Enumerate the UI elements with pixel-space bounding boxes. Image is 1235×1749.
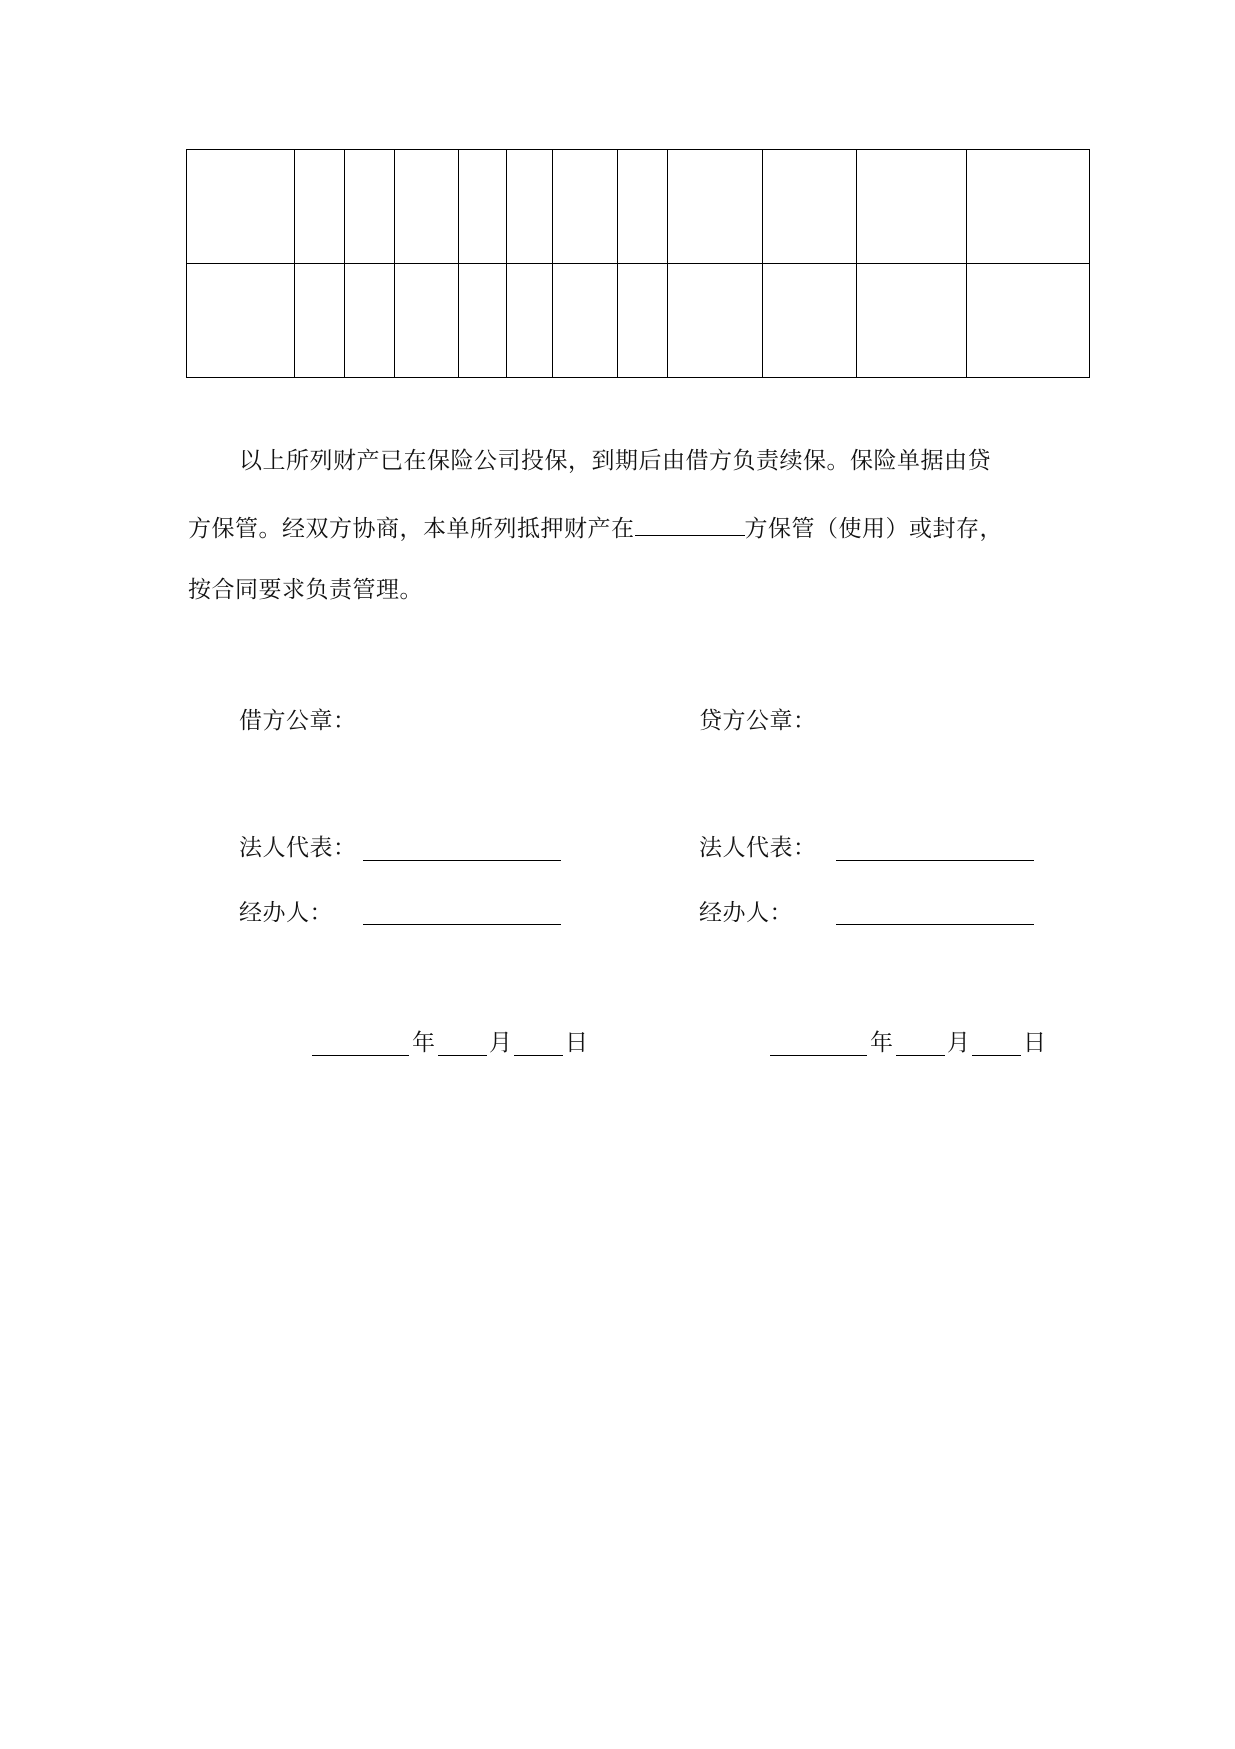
table-row: [187, 150, 1090, 264]
paragraph-line-3: 按合同要求负责管理。: [188, 577, 423, 603]
table-cell[interactable]: [395, 150, 459, 264]
borrower-seal-label: 借方公章：: [239, 708, 357, 734]
lender-handler-field[interactable]: [836, 924, 1034, 925]
table-row: [187, 264, 1090, 378]
table-cell[interactable]: [187, 150, 295, 264]
table-cell[interactable]: [507, 150, 553, 264]
paragraph-line-1: 以上所列财产已在保险公司投保，到期后由借方负责续保。保险单据由贷: [239, 448, 991, 474]
table-cell[interactable]: [967, 150, 1090, 264]
lender-year-field[interactable]: [770, 1055, 867, 1056]
table-cell[interactable]: [618, 150, 668, 264]
table-cell[interactable]: [553, 150, 618, 264]
lender-legal-rep-label: 法人代表：: [699, 835, 817, 861]
borrower-handler-field[interactable]: [363, 924, 561, 925]
table-cell[interactable]: [668, 150, 763, 264]
table-cell[interactable]: [967, 264, 1090, 378]
lender-legal-rep-field[interactable]: [836, 860, 1034, 861]
property-list-table: [186, 149, 1090, 378]
lender-month-field[interactable]: [896, 1055, 945, 1056]
borrower-year-label: 年: [412, 1030, 436, 1056]
borrower-month-field[interactable]: [438, 1055, 487, 1056]
table-cell[interactable]: [345, 264, 395, 378]
table-cell[interactable]: [345, 150, 395, 264]
lender-handler-label: 经办人：: [699, 900, 793, 926]
table-cell[interactable]: [668, 264, 763, 378]
borrower-day-label: 日: [565, 1030, 589, 1056]
table-cell[interactable]: [507, 264, 553, 378]
lender-day-field[interactable]: [972, 1055, 1021, 1056]
paragraph-line-2: [188, 511, 1003, 544]
table-cell[interactable]: [459, 150, 507, 264]
custody-party-blank[interactable]: [635, 511, 745, 536]
borrower-year-field[interactable]: [312, 1055, 409, 1056]
paragraph-line-2-end: 方保管（使用）或封存，: [744, 516, 1003, 542]
table-cell[interactable]: [763, 150, 857, 264]
table-cell[interactable]: [459, 264, 507, 378]
lender-day-label: 日: [1023, 1030, 1047, 1056]
borrower-handler-label: 经办人：: [239, 900, 333, 926]
paragraph-line-2-start: 方保管。经双方协商，本单所列抵押财产在: [188, 516, 635, 542]
table-cell[interactable]: [857, 150, 967, 264]
table-cell[interactable]: [553, 264, 618, 378]
table-cell[interactable]: [857, 264, 967, 378]
table-cell[interactable]: [295, 264, 345, 378]
lender-month-label: 月: [947, 1030, 971, 1056]
table-cell[interactable]: [187, 264, 295, 378]
table-cell[interactable]: [395, 264, 459, 378]
table-cell[interactable]: [295, 150, 345, 264]
table-cell[interactable]: [763, 264, 857, 378]
lender-year-label: 年: [870, 1030, 894, 1056]
borrower-legal-rep-field[interactable]: [363, 860, 561, 861]
borrower-month-label: 月: [489, 1030, 513, 1056]
borrower-legal-rep-label: 法人代表：: [239, 835, 357, 861]
lender-seal-label: 贷方公章：: [699, 708, 817, 734]
table-cell[interactable]: [618, 264, 668, 378]
borrower-day-field[interactable]: [514, 1055, 563, 1056]
